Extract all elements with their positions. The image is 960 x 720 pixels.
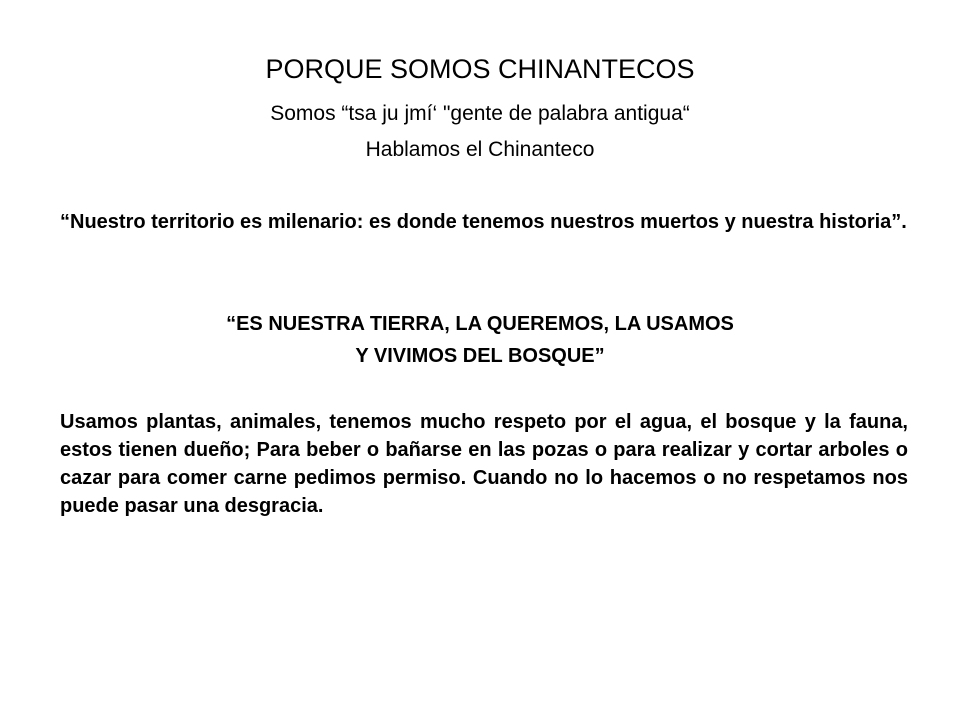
subtitle-language: Hablamos el Chinanteco xyxy=(365,138,595,161)
heading-line-1: “ES NUESTRA TIERRA, LA QUEREMOS, LA USAMOS xyxy=(226,313,734,335)
slide-title: PORQUE SOMOS CHINANTECOS xyxy=(265,54,695,84)
body-paragraph: Usamos plantas, animales, tenemos mucho respeto por el agua, el bosque y la fauna, estos tienen dueño; Para beber o bañarse en las pozas o para realizar y cortar arboles o cazar para comer carne pedimos permiso. Cuando no lo hacemos o no respetamos nos puede pasar una desgracia. xyxy=(60,411,908,517)
subtitle-palabra-antigua: Somos “tsa ju jmí‘ "gente de palabra antigua“ xyxy=(270,102,690,125)
heading-line-2: Y VIVIMOS DEL BOSQUE” xyxy=(355,345,605,367)
territory-quote: “Nuestro territorio es milenario: es donde tenemos nuestros muertos y nuestra historia”. xyxy=(60,211,907,233)
